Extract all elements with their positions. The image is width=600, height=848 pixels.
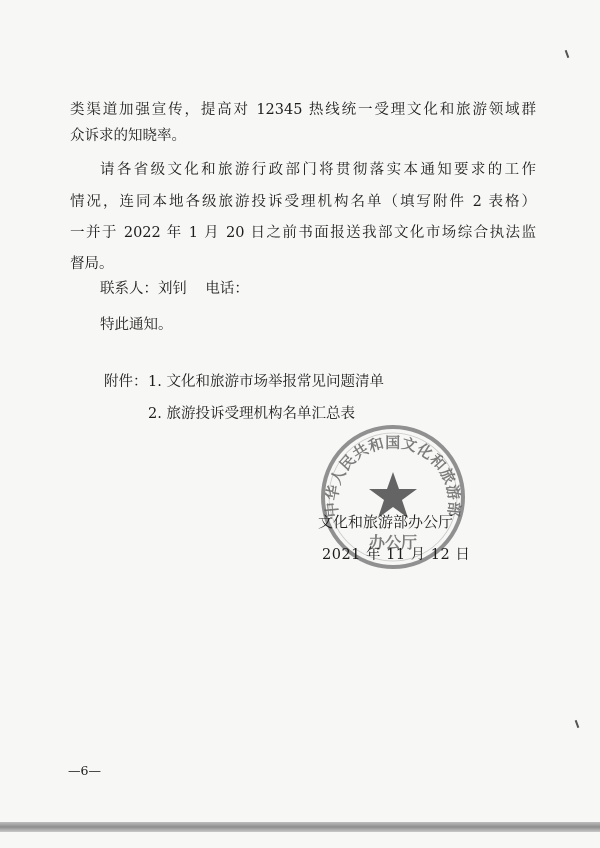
body-line-3: 请各省级文化和旅游行政部门将贯彻落实本通知要求的工作	[100, 162, 536, 178]
scan-mark	[575, 720, 580, 728]
attachments-label: 附件：	[104, 374, 148, 390]
signature-date: 2021 年 11 月 12 日	[322, 547, 471, 563]
scan-edge-band	[0, 822, 600, 832]
body-line-1: 类渠道加强宣传，提高对 12345 热线统一受理文化和旅游领域群	[70, 102, 536, 118]
scan-mark	[565, 50, 570, 58]
signature-organization: 文化和旅游部办公厅	[318, 513, 454, 531]
body-line-5: 一并于 2022 年 1 月 20 日之前书面报送我部文化市场综合执法监	[70, 225, 536, 241]
page-number: —6—	[68, 763, 101, 778]
attachment-item-2: 2. 旅游投诉受理机构名单汇总表	[148, 406, 355, 422]
body-line-6: 督局。	[70, 256, 114, 272]
attachment-item-1: 1. 文化和旅游市场举报常见问题清单	[148, 374, 384, 390]
closing-line: 特此通知。	[100, 317, 173, 333]
body-line-4: 情况，连同本地各级旅游投诉受理机构名单（填写附件 2 表格）	[70, 194, 536, 210]
svg-text:中华人民共和国文化和旅游部: 中华人民共和国文化和旅游部	[322, 433, 464, 518]
svg-text:办公厅: 办公厅	[368, 533, 418, 552]
contact-line: 联系人：刘钊 电话：	[100, 281, 249, 297]
body-line-2: 众诉求的知晓率。	[70, 128, 186, 144]
